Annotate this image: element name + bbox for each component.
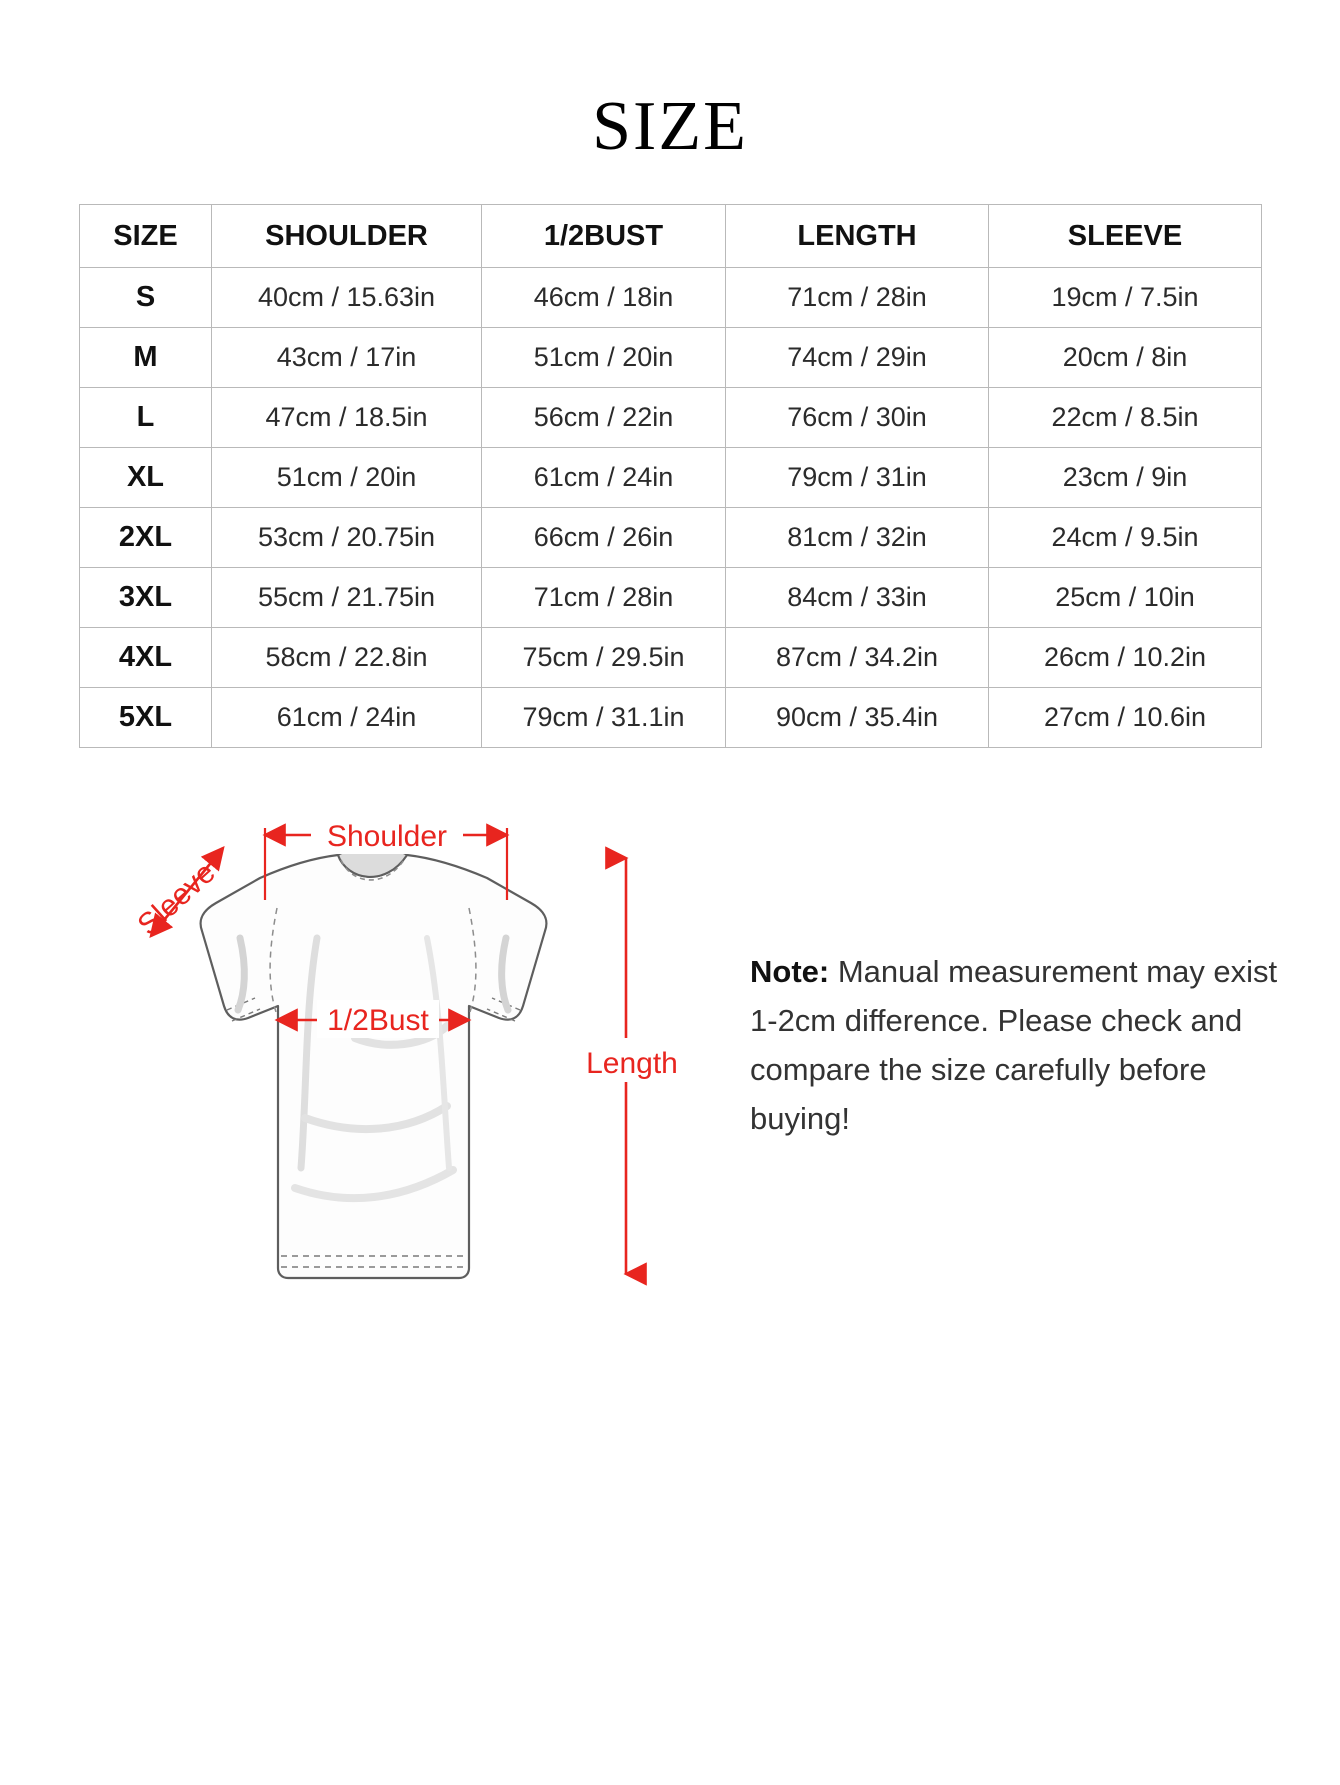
table-row [80, 628, 1262, 688]
note-label: Note: [750, 954, 830, 989]
size-table [79, 204, 1262, 748]
cell-size: XL [80, 448, 212, 508]
cell-bust: 51cm / 20in [482, 328, 726, 388]
cell-length: 76cm / 30in [726, 388, 989, 448]
table-header-row [80, 205, 1262, 268]
cell-sleeve: 24cm / 9.5in [989, 508, 1262, 568]
cell-bust: 61cm / 24in [482, 448, 726, 508]
table-row [80, 268, 1262, 328]
column-header-sleeve: SLEEVE [989, 205, 1262, 268]
cell-size: 5XL [80, 688, 212, 748]
cell-bust: 66cm / 26in [482, 508, 726, 568]
label-bust: 1/2Bust [327, 1004, 429, 1037]
cell-sleeve: 20cm / 8in [989, 328, 1262, 388]
size-table-wrapper [79, 204, 1261, 748]
table-row [80, 328, 1262, 388]
cell-length: 71cm / 28in [726, 268, 989, 328]
measurement-diagram [0, 788, 1340, 1388]
cell-bust: 79cm / 31.1in [482, 688, 726, 748]
label-length: Length [586, 1047, 678, 1080]
table-row [80, 688, 1262, 748]
cell-sleeve: 27cm / 10.6in [989, 688, 1262, 748]
cell-sleeve: 22cm / 8.5in [989, 388, 1262, 448]
cell-size: M [80, 328, 212, 388]
cell-shoulder: 51cm / 20in [212, 448, 482, 508]
cell-length: 81cm / 32in [726, 508, 989, 568]
cell-size: 4XL [80, 628, 212, 688]
cell-shoulder: 40cm / 15.63in [212, 268, 482, 328]
note-block [750, 948, 1280, 1144]
table-body [80, 268, 1262, 748]
cell-length: 84cm / 33in [726, 568, 989, 628]
cell-bust: 75cm / 29.5in [482, 628, 726, 688]
cell-length: 79cm / 31in [726, 448, 989, 508]
cell-shoulder: 61cm / 24in [212, 688, 482, 748]
cell-shoulder: 53cm / 20.75in [212, 508, 482, 568]
cell-length: 90cm / 35.4in [726, 688, 989, 748]
length-measure-icon [580, 788, 740, 1348]
cell-size: 2XL [80, 508, 212, 568]
cell-bust: 46cm / 18in [482, 268, 726, 328]
cell-size: S [80, 268, 212, 328]
column-header-shoulder: SHOULDER [212, 205, 482, 268]
column-header-size: SIZE [80, 205, 212, 268]
cell-length: 87cm / 34.2in [726, 628, 989, 688]
cell-bust: 71cm / 28in [482, 568, 726, 628]
cell-shoulder: 58cm / 22.8in [212, 628, 482, 688]
table-header [80, 205, 1262, 268]
cell-sleeve: 19cm / 7.5in [989, 268, 1262, 328]
label-shoulder: Shoulder [326, 820, 448, 853]
table-row [80, 508, 1262, 568]
table-row [80, 388, 1262, 448]
cell-sleeve: 23cm / 9in [989, 448, 1262, 508]
cell-sleeve: 25cm / 10in [989, 568, 1262, 628]
cell-size: 3XL [80, 568, 212, 628]
cell-length: 74cm / 29in [726, 328, 989, 388]
page-title: SIZE [592, 88, 748, 165]
column-header-bust: 1/2BUST [482, 205, 726, 268]
table-row [80, 448, 1262, 508]
label-sleeve: Sleeve [131, 855, 222, 942]
table-row [80, 568, 1262, 628]
cell-size: L [80, 388, 212, 448]
cell-shoulder: 47cm / 18.5in [212, 388, 482, 448]
cell-shoulder: 43cm / 17in [212, 328, 482, 388]
note-text: Manual measurement may exist 1-2cm difference. Please check and compare the size carefully before buying! [750, 954, 1278, 1136]
cell-sleeve: 26cm / 10.2in [989, 628, 1262, 688]
cell-bust: 56cm / 22in [482, 388, 726, 448]
column-header-length: LENGTH [726, 205, 989, 268]
cell-shoulder: 55cm / 21.75in [212, 568, 482, 628]
